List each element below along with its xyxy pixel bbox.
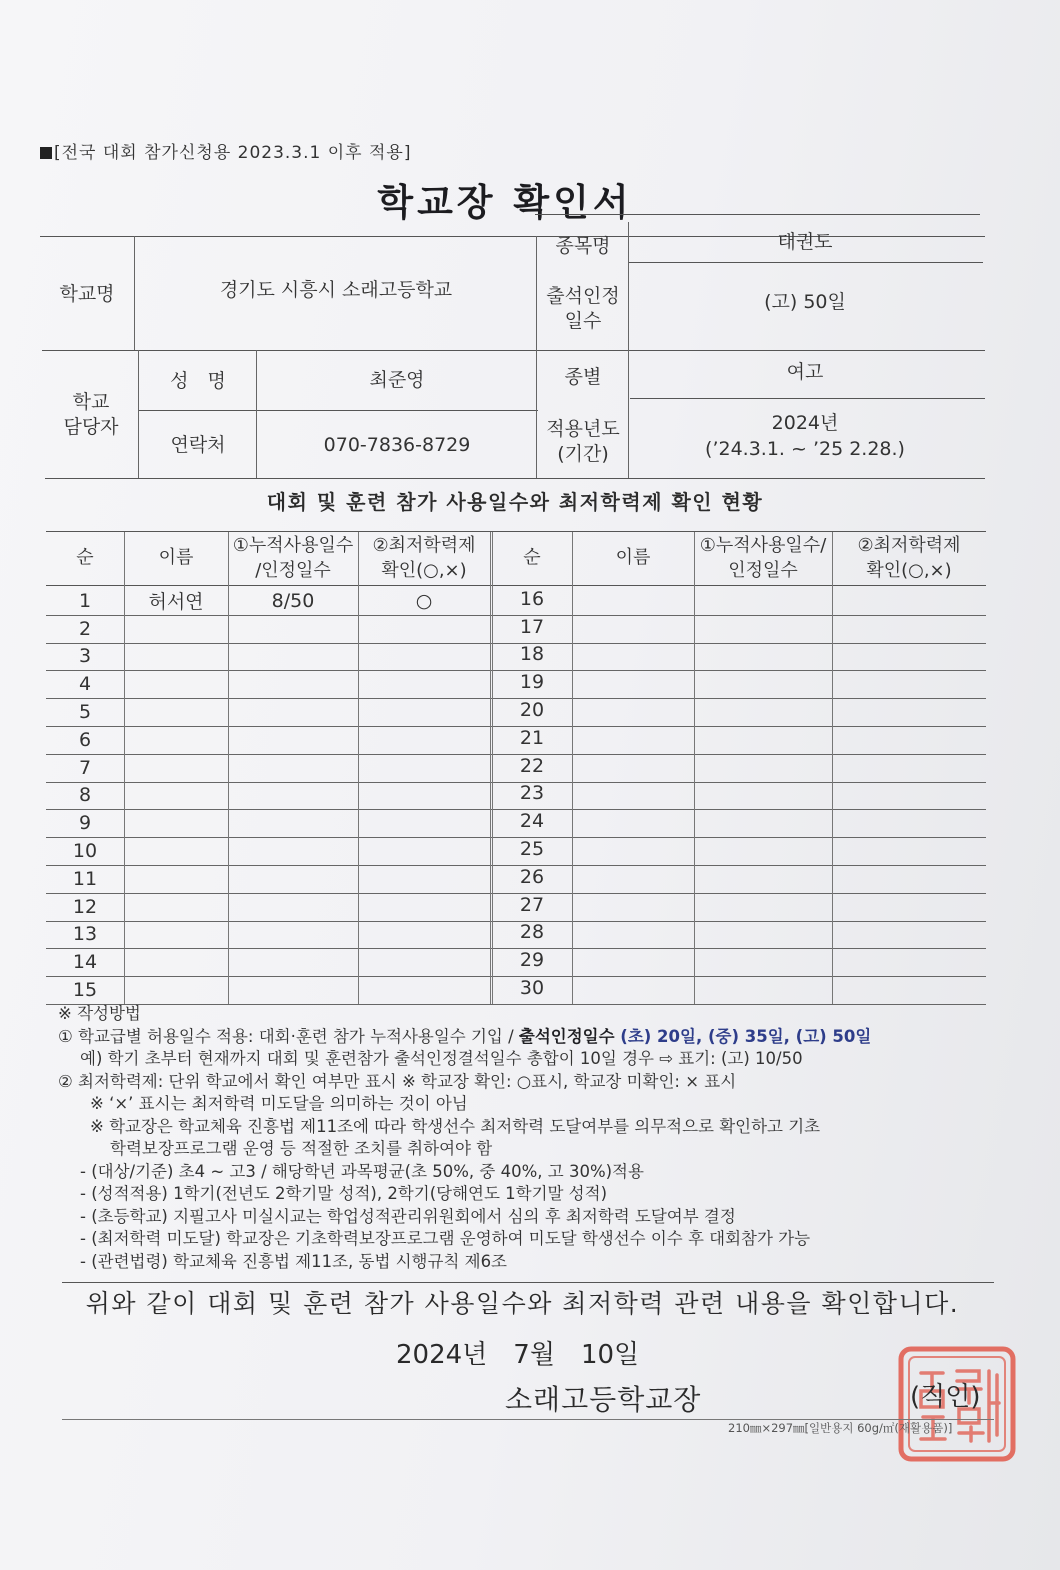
detail-5: - (관련법령) 학교체육 진흥법 제11조, 동법 시행규칙 제6조	[80, 1251, 507, 1271]
table-cell-no: 19	[519, 671, 545, 694]
rule	[628, 262, 983, 263]
table-cell-days	[228, 726, 358, 754]
rule	[256, 350, 257, 478]
column-rule	[492, 532, 493, 1004]
table-cell-days	[694, 807, 832, 835]
table-cell-days	[228, 615, 358, 643]
table-cell-no: 17	[519, 615, 545, 638]
col-header-check: ②최저학력제 확인(○,×)	[372, 535, 476, 581]
table-cell-check	[832, 835, 986, 863]
table-cell-no: 23	[519, 782, 545, 805]
person-name-value: 최준영	[369, 368, 425, 391]
table-cell-check	[358, 782, 490, 810]
table-cell-name	[572, 807, 694, 835]
table-cell-days	[694, 668, 832, 696]
detail-1: - (대상/기준) 초4 ~ 고3 / 해당학년 과목평균(초 50%, 중 40%, 고 30%)적용	[80, 1161, 644, 1181]
table-cell-name	[572, 946, 694, 974]
table-cell-check	[832, 863, 986, 891]
table-cell-check	[358, 921, 490, 949]
school-name-label: 학교명	[59, 282, 115, 305]
attendance-label: 출석인정 일수	[546, 285, 620, 332]
table-cell-name	[124, 865, 228, 893]
table-cell-check	[358, 670, 490, 698]
col-header-check-right: ②최저학력제 확인(○,×)	[857, 535, 961, 581]
table-cell-check	[832, 641, 986, 669]
table-cell-days	[694, 974, 832, 1002]
notes-heading: ※ 작성방법	[58, 1004, 141, 1023]
column-rule	[832, 532, 833, 1004]
table-cell-name	[124, 670, 228, 698]
table-cell-name	[572, 585, 694, 613]
table-cell-days	[694, 891, 832, 919]
table-cell-name	[124, 615, 228, 643]
table-cell-check	[358, 726, 490, 754]
table-cell-no: 16	[519, 587, 545, 610]
table-cell-name	[572, 724, 694, 752]
rule	[536, 236, 537, 478]
table-cell-check	[358, 615, 490, 643]
rule	[535, 214, 980, 215]
table-cell-no: 27	[519, 893, 545, 916]
table-cell-check	[832, 696, 986, 724]
instructions	[58, 1003, 998, 1273]
column-rule	[124, 532, 125, 1004]
event-value: 태권도	[777, 230, 833, 253]
table-cell-days	[694, 724, 832, 752]
note-2-b2: 학력보장프로그램 운영 등 적절한 조치를 취하여야 함	[110, 1139, 493, 1158]
table-cell-name	[572, 641, 694, 669]
table-cell-days	[694, 641, 832, 669]
note-2-a: ※ ‘×’ 표시는 최저학력 미도달을 의미하는 것이 아님	[90, 1094, 468, 1113]
table-cell-no: 25	[519, 838, 545, 861]
table-cell-check	[358, 754, 490, 782]
table-cell-name	[572, 780, 694, 808]
section-title: 대회 및 훈련 참가 사용일수와 최저학력제 확인 현황	[266, 490, 764, 514]
table-cell-check	[832, 807, 986, 835]
table-cell-no: 3	[78, 645, 92, 668]
column-rule	[694, 532, 695, 1004]
table-cell-days	[228, 921, 358, 949]
table-cell-days	[694, 585, 832, 613]
note-2: ② 최저학력제: 단위 학교에서 확인 여부만 표시 ※ 학교장 확인: ○표시, 학교장 미확인: × 표시	[58, 1071, 737, 1091]
column-rule	[572, 532, 573, 1004]
table-cell-check	[358, 837, 490, 865]
table-cell-days	[694, 780, 832, 808]
person-name-label: 성 명	[170, 369, 226, 392]
table-cell-no: 14	[72, 951, 98, 974]
table-cell-no: 26	[519, 865, 545, 888]
paper-spec: 210㎜×297㎜[일반용지 60g/㎡(재활용품)]	[728, 1421, 953, 1435]
table-cell-check	[832, 974, 986, 1002]
table-cell-no: 1	[78, 589, 92, 612]
table-cell-check	[358, 809, 490, 837]
rule	[62, 1282, 994, 1283]
table-cell-name	[572, 863, 694, 891]
table-cell-no: 21	[519, 726, 545, 749]
table-cell-days	[694, 613, 832, 641]
col-header-no-right: 순	[523, 547, 541, 569]
table-cell-name	[124, 893, 228, 921]
detail-4: - (최저학력 미도달) 학교장은 기초학력보장프로그램 운영하여 미도달 학생선수 이수 후 대회참가 가능	[80, 1229, 811, 1248]
table-cell-name	[124, 643, 228, 671]
table-cell-no: 24	[519, 810, 545, 833]
table-cell-days	[228, 976, 358, 1004]
table-cell-no: 8	[78, 784, 92, 807]
table-cell-days	[228, 754, 358, 782]
contact-label: 연락처	[170, 433, 226, 456]
table-cell-no: 20	[519, 699, 545, 722]
column-rule	[358, 532, 359, 1004]
table-cell-check	[358, 643, 490, 671]
table-cell-name	[124, 754, 228, 782]
table-cell-name	[124, 809, 228, 837]
rule	[628, 222, 629, 478]
table-cell-name	[572, 752, 694, 780]
period-value: (’24.3.1. ~ ’25 2.28.)	[705, 437, 905, 460]
table-cell-check	[832, 752, 986, 780]
table-cell-check	[832, 919, 986, 947]
table-cell-no: 22	[519, 754, 545, 777]
table-cell-days	[228, 893, 358, 921]
table-cell-name: 허서연	[148, 591, 204, 614]
table-cell-name	[124, 948, 228, 976]
table-cell-days	[228, 698, 358, 726]
table-cell-name	[124, 782, 228, 810]
note-1-example: 예) 학기 초부터 현재까지 대회 및 훈련참가 출석인정결석일수 총합이 10일 경우 ⇨ 표기: (고) 10/50	[80, 1049, 803, 1068]
rule	[138, 410, 538, 411]
table-cell-name	[572, 974, 694, 1002]
document-title: 학교장 확인서	[377, 181, 633, 224]
table-cell-name	[572, 613, 694, 641]
category-label: 종별	[564, 365, 602, 388]
table-cell-name	[572, 668, 694, 696]
table-cell-days	[694, 946, 832, 974]
table-cell-check	[358, 865, 490, 893]
table-cell-check	[358, 948, 490, 976]
table-cell-check	[358, 976, 490, 1004]
category-value: 여고	[786, 360, 824, 383]
table-cell-no: 4	[78, 673, 92, 696]
year-value: 2024년	[771, 411, 839, 434]
square-bullet-icon	[40, 147, 52, 159]
table-cell-check	[358, 698, 490, 726]
table-cell-name	[572, 891, 694, 919]
table-cell-name	[124, 726, 228, 754]
table-cell-days	[228, 782, 358, 810]
header-note: [전국 대회 참가신청용 2023.3.1 이후 적용]	[40, 138, 411, 163]
table-cell-no: 13	[72, 923, 98, 946]
note-1: ① 학교급별 허용일수 적용: 대회·훈련 참가 누적사용일수 기입 / 출석인정일수 (초) 20일, (중) 35일, (고) 50일	[58, 1026, 872, 1046]
table-cell-name	[572, 696, 694, 724]
table-cell-name	[124, 921, 228, 949]
rule	[138, 350, 139, 478]
col-header-days: ①누적사용일수 /인정일수	[232, 535, 354, 581]
table-cell-no: 2	[78, 617, 92, 640]
table-cell-check	[832, 724, 986, 752]
principal-title: 소래고등학교장	[505, 1383, 702, 1416]
seal-label: (직인)	[910, 1382, 981, 1412]
table-cell-days	[228, 837, 358, 865]
table-cell-days	[228, 865, 358, 893]
table-cell-check	[832, 946, 986, 974]
table-cell-check	[832, 668, 986, 696]
table-cell-name	[572, 835, 694, 863]
col-header-days-right: ①누적사용일수/ 인정일수	[699, 535, 827, 581]
table-cell-days	[694, 696, 832, 724]
table-cell-days	[228, 670, 358, 698]
table-cell-days	[694, 835, 832, 863]
table-cell-no: 18	[519, 643, 545, 666]
col-header-name-right: 이름	[615, 547, 651, 569]
table-cell-days	[694, 863, 832, 891]
school-name-value: 경기도 시흥시 소래고등학교	[219, 278, 453, 301]
col-header-no: 순	[76, 547, 94, 569]
note-2-b: ※ 학교장은 학교체육 진흥법 제11조에 따라 학생선수 최저학력 도달여부를 의무적으로 확인하고 기초	[90, 1116, 821, 1136]
detail-2: - (성적적용) 1학기(전년도 2학기말 성적), 2학기(당해연도 1학기말 성적)	[80, 1184, 608, 1203]
attendance-value: (고) 50일	[764, 290, 846, 313]
table-cell-no: 10	[72, 840, 98, 863]
table-cell-days	[228, 809, 358, 837]
table-cell-no: 11	[72, 867, 98, 890]
table-cell-name	[124, 837, 228, 865]
column-rule	[228, 532, 229, 1004]
table-cell-no: 9	[78, 812, 92, 835]
table-cell-name	[124, 698, 228, 726]
table-cell-check	[832, 891, 986, 919]
table-cell-no: 7	[78, 756, 92, 779]
table-cell-check	[832, 585, 986, 613]
table-cell-name	[572, 919, 694, 947]
event-label: 종목명	[555, 234, 611, 257]
table-cell-days: 8/50	[271, 589, 315, 612]
table-cell-no: 29	[519, 949, 545, 972]
table-cell-check	[832, 613, 986, 641]
table-cell-no: 28	[519, 921, 545, 944]
table-cell-no: 5	[78, 701, 92, 724]
contact-value: 070-7836-8729	[323, 433, 471, 456]
table-cell-check	[832, 780, 986, 808]
rule	[134, 236, 135, 350]
year-label: 적용년도 (기간)	[546, 418, 620, 465]
table-cell-days	[694, 752, 832, 780]
column-rule	[490, 532, 491, 1004]
table-cell-check	[358, 893, 490, 921]
table-cell-check: ○	[415, 589, 433, 612]
table-cell-no: 15	[72, 979, 98, 1002]
col-header-name: 이름	[158, 547, 194, 569]
table-cell-no: 12	[72, 895, 98, 918]
table-cell-name	[124, 976, 228, 1004]
issue-date: 2024년 7월 10일	[396, 1340, 640, 1370]
table-cell-days	[694, 919, 832, 947]
confirm-statement: 위와 같이 대회 및 훈련 참가 사용일수와 최저학력 관련 내용을 확인합니다.	[85, 1289, 960, 1318]
detail-3: - (초등학교) 지필고사 미실시교는 학업성적관리위원회에서 심의 후 최저학력 도달여부 결정	[80, 1206, 736, 1226]
rule	[630, 398, 985, 399]
table-cell-no: 30	[519, 977, 545, 1000]
table-cell-days	[228, 643, 358, 671]
manager-label: 학교 담당자	[63, 391, 119, 438]
table-cell-days	[228, 948, 358, 976]
rule	[45, 478, 985, 479]
table-cell-no: 6	[78, 728, 92, 751]
